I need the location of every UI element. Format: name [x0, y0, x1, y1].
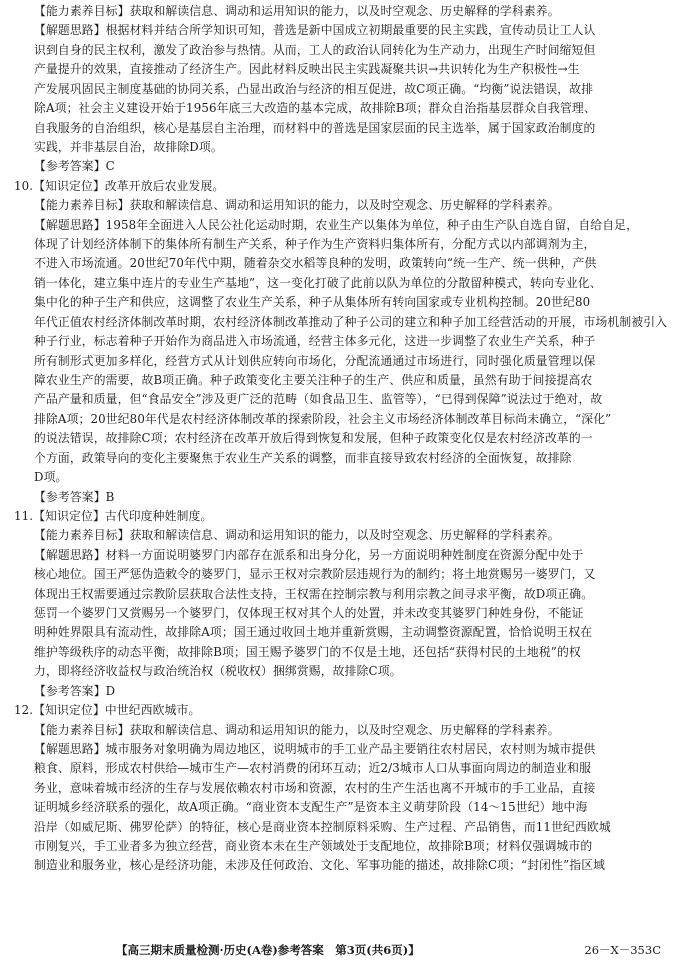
text-line: 识到自身的民主权利，激发了政治参与热情。从而，工人的政治认同转化为生产动力，出现生产时间缩短但 — [34, 42, 596, 57]
text-line: 【能力素养目标】获取和解读信息、调动和运用知识的能力，以及时空观念、历史解释的学科素养。 — [34, 4, 560, 18]
text-line: 所有制形式更加多样化，经营方式从计划供应转向市场化，分配流通通过市场进行，同时强化质量管理以保 — [34, 353, 596, 368]
text-line: 【能力素养目标】获取和解读信息、调动和运用知识的能力，以及时空观念、历史解释的学科素养。 — [34, 722, 560, 737]
text-line: 【解题思路】材料一方面说明婆罗门内部存在派系和出身分化，另一方面说明种姓制度在资源分配中处于 — [34, 547, 584, 562]
text-line: 惩罚一个婆罗门又赏赐另一个婆罗门，仅体现王权对其个人的处置，并未改变其婆罗门种姓身份，不能证 — [34, 606, 584, 621]
text-line: 核心地位。国王严惩伪造敕令的婆罗门，显示王权对宗教阶层违规行为的制约；将土地赏赐另一婆罗门，又 — [34, 567, 596, 582]
text-line: 产量提升的效果，直接推动了经济生产。因此材料反映出民主实践凝聚共识→共识转化为生产积极性→生 — [34, 62, 580, 77]
text-line: 【能力素养目标】获取和解读信息、调动和运用知识的能力，以及时空观念、历史解释的学科素养。 — [34, 198, 560, 213]
text-line: 产发展巩固民主制度基础的协同关系，凸显出政治与经济的相互促进，故C项正确。“均衡”说法错误，故排 — [34, 81, 594, 96]
text-line: 个方面，政策导向的变化主要聚焦于农业生产关系的调整，而非直接导致农村经济的全面恢复，故排除 — [34, 450, 572, 465]
text-line: 的说法错误，故排除C项；农村经济在改革开放后得到恢复和发展，但种子政策变化仅是农村经济改革的一 — [34, 431, 593, 446]
text-line: 【参考答案】D — [34, 683, 116, 698]
text-line: 务业，意味着城市经济的生存与发展依赖农村市场和资源，农村的生产生活也离不开城市的手工业品，直接 — [34, 780, 596, 795]
text-line: 排除A项；20世纪80年代是农村经济体制改革的探索阶段，社会主义市场经济体制改革目标尚未确立，“深化” — [34, 411, 612, 426]
text-line: 销一体化，建立集中连片的专业生产基地”，这一变化打破了此前以队为单位的分散留种模式，转向专业化、 — [34, 275, 602, 290]
text-line: 11.【知识定位】古代印度种姓制度。 — [14, 508, 213, 523]
text-line: 不进入市场流通。20世纪70年代中期，随着杂交水稻等良种的发明，政策转向“统一生产、统一供种，产供 — [34, 256, 597, 271]
text-line: 10.【知识定位】改革开放后农业发展。 — [14, 178, 225, 193]
text-line: 障农业生产的需要，故B项正确。种子政策变化主要关注种子的生产、供应和质量，虽然有助于间接提高农 — [34, 372, 593, 387]
text-line: 证明城乡经济联系的强化，故A项正确。“商业资本支配生产”是资本主义萌芽阶段（14～15世纪）地中海 — [34, 800, 588, 815]
text-line: 粮食、原料，形成农村供给—城市生产—农村消费的闭环互动；近2/3城市人口从事面向周边的制造业和服 — [34, 761, 592, 776]
text-line: 维护等级秩序的动态平衡，故排除B项；国王赐予婆罗门的不仅是土地，还包括“获得村民的土地税”的权 — [34, 644, 581, 659]
text-line: 12.【知识定位】中世纪西欧城市。 — [14, 703, 201, 718]
text-line: 集中化的种子生产和供应，这调整了农业生产关系，种子从集体所有转向国家或专业机构控制。20世纪80 — [34, 295, 591, 310]
text-line: 【解题思路】根据材料并结合所学知识可知，普选是新中国成立初期最重要的民主实践，宣传动员让工人认 — [34, 23, 596, 38]
text-line: 【参考答案】B — [34, 489, 115, 504]
text-line: 实践，并非基层自治，故排除D项。 — [34, 139, 223, 154]
text-line: 年代正值农村经济体制改革时期，农村经济体制改革推动了种子公司的建立和种子加工经营活动的开展，市场机制被引入 — [34, 314, 668, 329]
footer-code: 26－X－353C — [584, 943, 661, 957]
text-line: 体现了计划经济体制下的集体所有制生产关系，种子作为生产资料归集体所有，分配方式以内部调剂为主， — [34, 237, 596, 252]
text-line: D项。 — [34, 470, 68, 485]
text-line: 制造业和服务业，核心是经济功能，未涉及任何政治、文化、军事功能的描述，故排除C项；“封闭性”指区域 — [34, 858, 606, 873]
text-line: 【参考答案】C — [34, 159, 115, 174]
text-line: 【能力素养目标】获取和解读信息、调动和运用知识的能力，以及时空观念、历史解释的学科素养。 — [34, 528, 560, 543]
text-line: 体现出王权需要通过宗教阶层获取合法性支持，王权需在控制宗教与利用宗教之间寻求平衡，故D项正确。 — [34, 586, 594, 601]
text-line: 【解题思路】城市服务对象明确为周边地区，说明城市的手工业产品主要销往农村居民，农村则为城市提供 — [34, 741, 596, 756]
text-line: 【解题思路】1958年全面进入人民公社化运动时期，农业生产以集体为单位，种子由生产队自选自留，自给自足， — [34, 217, 639, 232]
text-line: 明种姓界限具有流动性，故排除A项；国王通过收回土地并重新赏赐，主动调整资源配置，恰恰说明王权在 — [34, 625, 593, 640]
footer-title: 【高三期末质量检测·历史(A卷)参考答案 第3页(共6页)】 — [116, 943, 420, 957]
page-footer — [0, 942, 677, 958]
text-line: 沿岸（如威尼斯、佛罗伦萨）的特征，核心是商业资本控制原料采购、生产过程、产品销售，而11世纪西欧城 — [34, 819, 611, 834]
text-line: 力，即将经济收益权与政治统治权（税收权）捆绑赏赐，故排除C项。 — [34, 664, 402, 679]
text-line: 除A项；社会主义建设开始于1956年底三大改造的基本完成，故排除B项；群众自治指基层群众自我管理、 — [34, 101, 596, 116]
text-line: 种子行业，标志着种子开始作为商品进入市场流通，经营主体多元化，这进一步调整了农业生产关系，种子 — [34, 334, 596, 349]
text-line: 产品产量和质量，但“食品安全”涉及更广泛的范畴（如食品卫生、监管等），“已得到保障”说法过于绝对，故 — [34, 392, 603, 407]
text-line: 自我服务的自治组织，核心是基层自主治理，而材料中的普选是国家层面的民主选举，属于国家政治制度的 — [34, 120, 596, 135]
text-line: 市刚复兴，手工业者多为独立经营，商业资本未在生产领域处于支配地位，故排除B项；材料仅强调城市的 — [34, 839, 593, 854]
